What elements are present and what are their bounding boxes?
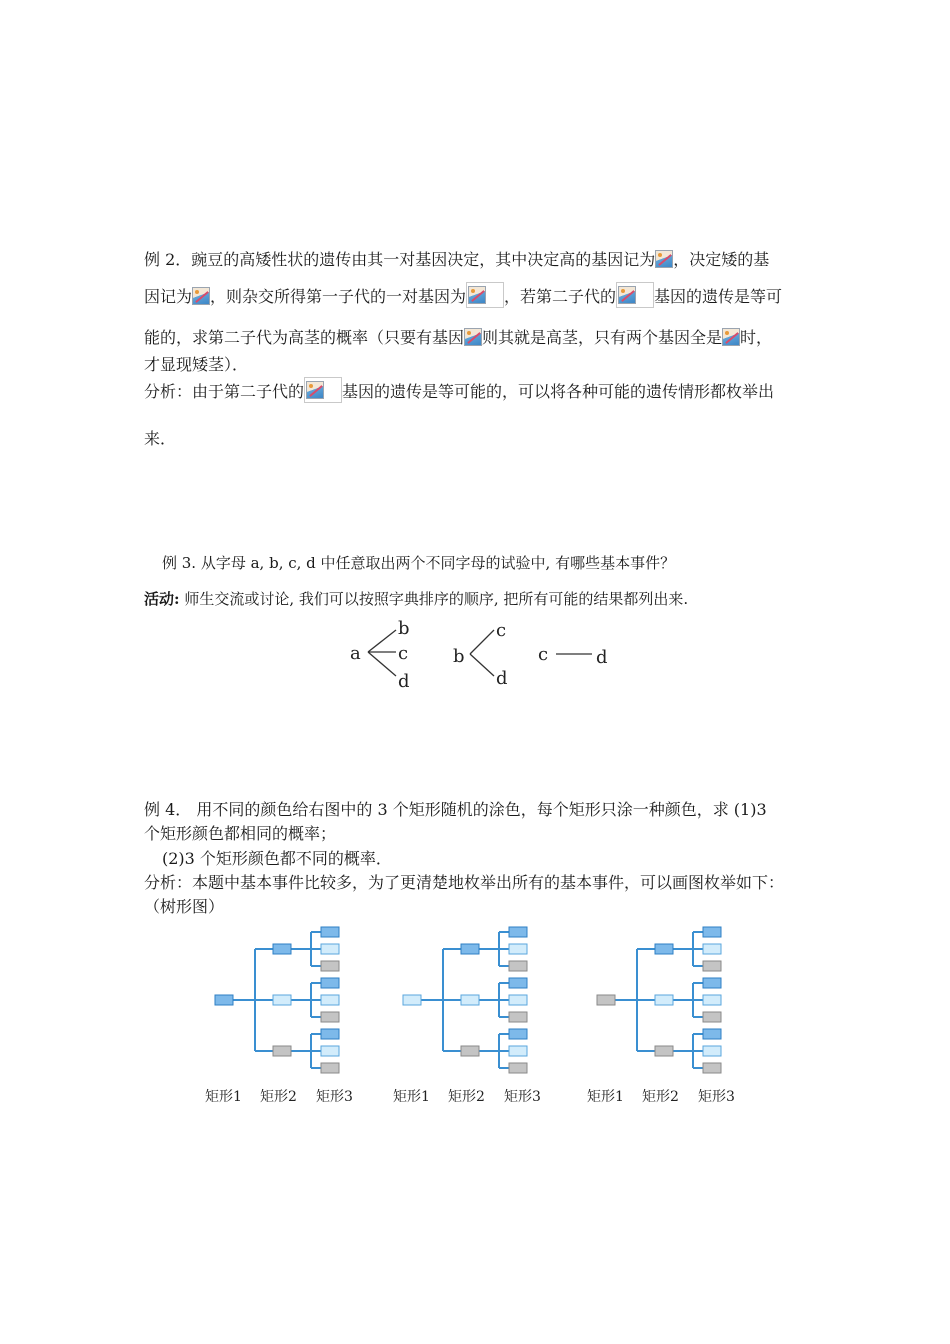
text: ，则杂交所得第一子代的一对基因为: [210, 287, 467, 306]
rect2-node: [461, 944, 479, 954]
text: ，若第二子代的: [504, 287, 617, 306]
text: 分析：由于第二子代的: [144, 382, 305, 401]
ex4-line-2: 个矩形颜色都相同的概率；: [144, 824, 337, 843]
tree-diagram-2: [393, 924, 573, 1084]
rect3-node: [509, 995, 527, 1005]
rect2-node: [655, 944, 673, 954]
text: ，决定矮的基: [673, 250, 770, 269]
image-placeholder-icon: [468, 286, 486, 304]
tree-node-d: d: [398, 671, 410, 692]
tree-node-a: a: [350, 643, 361, 664]
tree-label-rect2: 矩形2: [260, 1089, 297, 1105]
tree-node-b2: b: [453, 646, 465, 667]
rect2-node: [273, 944, 291, 954]
activity-label: 活动:: [144, 590, 180, 608]
image-placeholder-icon: [722, 328, 740, 346]
tree-label-rect2: 矩形2: [448, 1089, 485, 1105]
tree-label-rect3: 矩形3: [316, 1089, 353, 1105]
activity-text: 师生交流或讨论, 我们可以按照字典排序的顺序, 把所有可能的结果都列出来.: [179, 590, 689, 608]
rect3-node: [509, 1029, 527, 1039]
ex3-activity: [144, 588, 688, 609]
text: 则其就是高茎，只有两个基因全是: [482, 328, 723, 347]
rect1-node: [597, 995, 615, 1005]
ex4-line-5: （树形图）: [144, 897, 225, 916]
rect3-node: [321, 1063, 339, 1073]
image-placeholder-box: [466, 282, 504, 308]
rect2-node: [655, 995, 673, 1005]
ex3-title: 例 3. 从字母 a, b, c, d 中任意取出两个不同字母的试验中, 有哪些基本事件？: [162, 554, 676, 572]
letter-tree: [340, 612, 620, 696]
ex2-line-2: [144, 282, 782, 309]
rect1-node: [403, 995, 421, 1005]
image-placeholder-icon: [464, 328, 482, 346]
rect3-node: [321, 995, 339, 1005]
rect3-node: [703, 1063, 721, 1073]
tree-node-c3: c: [538, 644, 549, 665]
rect3-node: [703, 995, 721, 1005]
rect2-node: [461, 1046, 479, 1056]
rect3-node: [703, 1012, 721, 1022]
rect3-node: [321, 1046, 339, 1056]
tree-label-rect1: 矩形1: [587, 1089, 624, 1105]
tree-label-rect3: 矩形3: [698, 1089, 735, 1105]
rect3-node: [509, 1012, 527, 1022]
ex4-line-1: 例 4． 用不同的颜色给右图中的 3 个矩形随机的涂色，每个矩形只涂一种颜色，求 (1)3: [144, 800, 767, 819]
text: 能的，求第二子代为高茎的概率（只要有基因: [144, 328, 465, 347]
ex2-line-6: 来．: [144, 429, 177, 448]
rect3-node: [703, 961, 721, 971]
rect3-node: [703, 1046, 721, 1056]
image-placeholder-icon: [306, 381, 324, 399]
rect3-node: [703, 978, 721, 988]
rect3-node: [509, 1046, 527, 1056]
text: 基因的遗传是等可能的，可以将各种可能的遗传情形都枚举出: [342, 382, 775, 401]
ex2-line-5: [144, 377, 774, 404]
tree-label-rect3: 矩形3: [504, 1089, 541, 1105]
rect3-node: [703, 927, 721, 937]
rect3-node: [509, 944, 527, 954]
tree-node-d3: d: [596, 647, 608, 668]
tree-node-c2: c: [496, 620, 507, 641]
ex2-line-3: [144, 326, 772, 350]
rect2-node: [655, 1046, 673, 1056]
rect3-node: [321, 1029, 339, 1039]
tree-diagram-3: [587, 924, 767, 1084]
rect3-node: [321, 961, 339, 971]
rect3-node: [321, 1012, 339, 1022]
ex4-line-3: (2)3 个矩形颜色都不同的概率．: [162, 849, 392, 868]
text: 基因的遗传是等可: [654, 287, 783, 306]
rect3-node: [509, 927, 527, 937]
tree-node-c: c: [398, 643, 409, 664]
tree-label-rect2: 矩形2: [642, 1089, 679, 1105]
tree-diagram-1: [205, 924, 385, 1084]
image-placeholder-box: [304, 377, 342, 403]
rect3-node: [703, 944, 721, 954]
rect3-node: [509, 1063, 527, 1073]
rect3-node: [509, 961, 527, 971]
rect3-node: [509, 978, 527, 988]
text: 因记为: [144, 287, 193, 306]
image-placeholder-icon: [618, 286, 636, 304]
rect3-node: [321, 927, 339, 937]
ex4-line-4: 分析：本题中基本事件比较多，为了更清楚地枚举出所有的基本事件，可以画图枚举如下：: [144, 873, 785, 892]
text: 时，: [740, 328, 773, 347]
rect3-node: [703, 1029, 721, 1039]
tree-label-rect1: 矩形1: [205, 1089, 242, 1105]
image-placeholder-icon: [655, 250, 673, 268]
rect2-node: [273, 1046, 291, 1056]
rect2-node: [461, 995, 479, 1005]
text: 例 2．豌豆的高矮性状的遗传由其一对基因决定，其中决定高的基因记为: [144, 250, 656, 269]
rect2-node: [273, 995, 291, 1005]
image-placeholder-box: [616, 282, 654, 308]
rect1-node: [215, 995, 233, 1005]
image-placeholder-icon: [192, 287, 210, 305]
tree-node-d2: d: [496, 668, 508, 689]
tree-node-b: b: [398, 618, 410, 639]
rect3-node: [321, 944, 339, 954]
ex2-line-1: [144, 248, 769, 272]
tree-label-rect1: 矩形1: [393, 1089, 430, 1105]
rect3-node: [321, 978, 339, 988]
ex2-line-4: 才显现矮茎）．: [144, 355, 249, 374]
